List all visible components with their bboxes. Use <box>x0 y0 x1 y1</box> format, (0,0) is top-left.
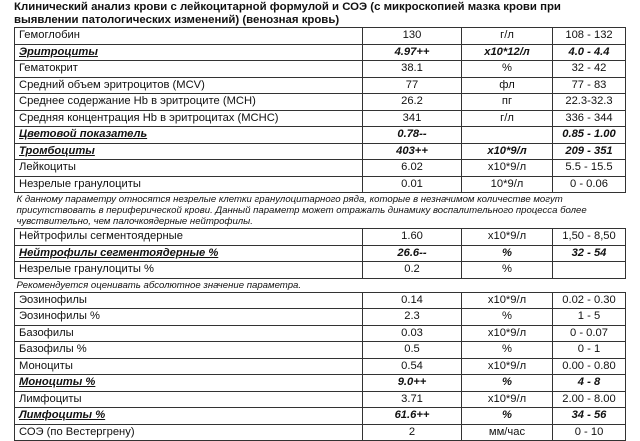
test-name: Эозинофилы <box>15 292 363 309</box>
test-name: Нейтрофилы сегментоядерные % <box>15 245 363 262</box>
test-value: 26.6-- <box>363 245 462 262</box>
reference-range: 0.00 - 0.80 <box>553 358 626 375</box>
test-value: 2 <box>363 424 462 441</box>
test-unit: мм/час <box>462 424 553 441</box>
note-text: К данному параметру относятся незрелые клетки гранулоцитарного ряда, которые в незначимом количестве могут присутствовать в периферической крови. Данный параметр может отражать динамику воспалительного процесса более чувствительно, чем палочкоядерные нейтрофилы. <box>16 194 587 227</box>
result-row <box>15 424 626 441</box>
test-unit: % <box>462 342 553 359</box>
reference-range: 0 - 0.06 <box>553 176 626 193</box>
result-row <box>15 44 626 61</box>
reference-range: 34 - 56 <box>553 408 626 425</box>
test-value: 0.54 <box>363 358 462 375</box>
result-row <box>15 309 626 326</box>
result-row <box>15 408 626 425</box>
test-value: 9.0++ <box>363 375 462 392</box>
test-unit: % <box>462 262 553 279</box>
test-value: 3.71 <box>363 391 462 408</box>
reference-range: 5.5 - 15.5 <box>553 160 626 177</box>
test-unit: x10*9/л <box>462 391 553 408</box>
reference-range: 0.85 - 1.00 <box>553 127 626 144</box>
test-unit: x10*9/л <box>462 229 553 246</box>
test-value: 26.2 <box>363 94 462 111</box>
test-name: Цветовой показатель <box>15 127 363 144</box>
test-name: Гемоглобин <box>15 28 363 45</box>
note-row <box>15 193 626 229</box>
result-row <box>15 229 626 246</box>
test-value: 0.5 <box>363 342 462 359</box>
result-row <box>15 176 626 193</box>
test-value: 403++ <box>363 143 462 160</box>
test-unit: % <box>462 408 553 425</box>
reference-range: 0.02 - 0.30 <box>553 292 626 309</box>
test-value: 61.6++ <box>363 408 462 425</box>
reference-range: 0 - 10 <box>553 424 626 441</box>
test-value: 4.97++ <box>363 44 462 61</box>
test-unit: % <box>462 309 553 326</box>
reference-range: 209 - 351 <box>553 143 626 160</box>
test-unit: x10*9/л <box>462 143 553 160</box>
test-value: 1.60 <box>363 229 462 246</box>
result-row <box>15 342 626 359</box>
report-title: Клинический анализ крови с лейкоцитарной формулой и СОЭ (с микроскопией мазка крови при выявлении патологических изменений) (венозная кровь) <box>14 1 561 26</box>
test-value: 130 <box>363 28 462 45</box>
test-name: СОЭ (по Вестергрену) <box>15 424 363 441</box>
result-row <box>15 110 626 127</box>
test-name: Лимфоциты <box>15 391 363 408</box>
test-name: Эозинофилы % <box>15 309 363 326</box>
result-row <box>15 94 626 111</box>
test-unit: x10*9/л <box>462 160 553 177</box>
reference-range: 32 - 42 <box>553 61 626 78</box>
test-unit: x10*9/л <box>462 358 553 375</box>
result-row <box>15 28 626 45</box>
test-name: Незрелые гранулоциты <box>15 176 363 193</box>
reference-range: 77 - 83 <box>553 77 626 94</box>
note-row <box>15 278 626 292</box>
test-unit: фл <box>462 77 553 94</box>
result-row <box>15 375 626 392</box>
test-unit: г/л <box>462 110 553 127</box>
reference-range: 1 - 5 <box>553 309 626 326</box>
reference-range: 108 - 132 <box>553 28 626 45</box>
test-unit: % <box>462 375 553 392</box>
test-value: 6.02 <box>363 160 462 177</box>
test-name: Средняя концентрация Hb в эритроцитах (MCHC) <box>15 110 363 127</box>
test-unit: пг <box>462 94 553 111</box>
test-name: Моноциты <box>15 358 363 375</box>
test-name: Моноциты % <box>15 375 363 392</box>
test-value: 77 <box>363 77 462 94</box>
result-row <box>15 143 626 160</box>
result-row <box>15 292 626 309</box>
test-unit: x10*12/л <box>462 44 553 61</box>
test-value: 38.1 <box>363 61 462 78</box>
result-row <box>15 262 626 279</box>
test-unit: x10*9/л <box>462 325 553 342</box>
test-name: Нейтрофилы сегментоядерные <box>15 229 363 246</box>
test-value: 0.01 <box>363 176 462 193</box>
test-value: 2.3 <box>363 309 462 326</box>
reference-range: 2.00 - 8.00 <box>553 391 626 408</box>
test-name: Средний объем эритроцитов (MCV) <box>15 77 363 94</box>
test-unit <box>462 127 553 144</box>
test-name: Тромбоциты <box>15 143 363 160</box>
test-value: 0.03 <box>363 325 462 342</box>
reference-range: 0 - 1 <box>553 342 626 359</box>
test-unit: 10*9/л <box>462 176 553 193</box>
result-row <box>15 245 626 262</box>
reference-range: 22.3-32.3 <box>553 94 626 111</box>
reference-range: 336 - 344 <box>553 110 626 127</box>
test-unit: % <box>462 245 553 262</box>
test-name: Базофилы % <box>15 342 363 359</box>
reference-range: 1,50 - 8,50 <box>553 229 626 246</box>
note-text: Рекомендуется оценивать абсолютное значение параметра. <box>16 279 302 291</box>
reference-range <box>553 262 626 279</box>
test-name: Среднее содержание Hb в эритроците (MCH) <box>15 94 363 111</box>
test-unit: г/л <box>462 28 553 45</box>
test-unit: x10*9/л <box>462 292 553 309</box>
test-unit: % <box>462 61 553 78</box>
reference-range: 32 - 54 <box>553 245 626 262</box>
reference-range: 0 - 0.07 <box>553 325 626 342</box>
test-value: 0.14 <box>363 292 462 309</box>
test-value: 0.2 <box>363 262 462 279</box>
test-value: 341 <box>363 110 462 127</box>
result-row <box>15 325 626 342</box>
reference-range: 4 - 8 <box>553 375 626 392</box>
test-name: Базофилы <box>15 325 363 342</box>
result-row <box>15 358 626 375</box>
results-table <box>14 27 626 441</box>
test-name: Лейкоциты <box>15 160 363 177</box>
test-name: Лимфоциты % <box>15 408 363 425</box>
result-row <box>15 160 626 177</box>
reference-range: 4.0 - 4.4 <box>553 44 626 61</box>
result-row <box>15 127 626 144</box>
result-row <box>15 391 626 408</box>
test-name: Незрелые гранулоциты % <box>15 262 363 279</box>
test-name: Эритроциты <box>15 44 363 61</box>
result-row <box>15 77 626 94</box>
test-value: 0.78-- <box>363 127 462 144</box>
result-row <box>15 61 626 78</box>
test-name: Гематокрит <box>15 61 363 78</box>
